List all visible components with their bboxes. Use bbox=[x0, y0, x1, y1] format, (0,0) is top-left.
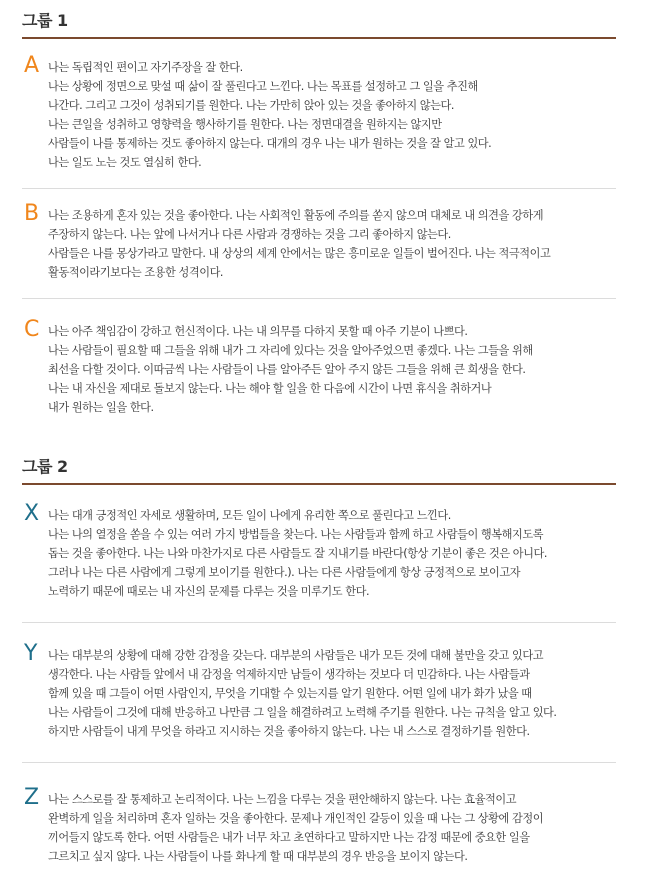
item-text-y bbox=[48, 646, 628, 741]
text-line: 돕는 것을 좋아한다. 나는 나와 마찬가지로 다른 사람들도 잘 지내기를 바란다(항상 기분이 좋은 것은 아니다. bbox=[48, 547, 547, 560]
group1-item-b bbox=[24, 201, 628, 282]
divider bbox=[22, 622, 616, 623]
group2-heading: 그룹 2 bbox=[22, 454, 616, 485]
text-line: 나는 사람들이 그것에 대해 반응하고 나만큼 그 일을 해결하려고 노력해 주기를 원한다. 나는 규칙을 알고 있다. bbox=[48, 706, 557, 719]
text-line: 나간다. 그리고 그것이 성취되기를 원한다. 나는 가만히 앉아 있는 것을 좋아하지 않는다. bbox=[48, 99, 454, 112]
text-line: 나는 대개 긍정적인 자세로 생활하며, 모든 일이 나에게 유리한 쪽으로 풀린다고 느낀다. bbox=[48, 509, 451, 522]
text-line: 나는 큰일을 성취하고 영향력을 행사하기를 원한다. 나는 정면대결을 원하지는 않지만 bbox=[48, 118, 442, 131]
text-line: 사람들은 나를 몽상가라고 말한다. 내 상상의 세계 안에서는 많은 흥미로운 일들이 벌어진다. 나는 적극적이고 bbox=[48, 247, 551, 260]
text-line: 최선을 다할 것이다. 이따금씩 나는 사람들이 나를 알아주든 알아 주지 않든 그들을 위해 큰 희생을 한다. bbox=[48, 363, 526, 376]
item-letter-x: X bbox=[24, 501, 40, 526]
text-line: 나는 사람들이 필요할 때 그들을 위해 내가 그 자리에 있다는 것을 알아주었으면 좋겠다. 나는 그들을 위해 bbox=[48, 344, 533, 357]
group1-item-c bbox=[24, 317, 628, 417]
text-line: 내가 원하는 일을 한다. bbox=[48, 401, 154, 414]
divider bbox=[22, 298, 616, 299]
text-line: 생각한다. 나는 사람들 앞에서 내 감정을 억제하지만 남들이 생각하는 것보다 더 민감하다. 나는 사람들과 bbox=[48, 668, 530, 681]
group2-item-z bbox=[24, 785, 628, 866]
text-line: 나는 대부분의 상황에 대해 강한 감정을 갖는다. 대부분의 사람들은 내가 모든 것에 대해 불만을 갖고 있다고 bbox=[48, 649, 544, 662]
text-line: 나는 아주 책임감이 강하고 헌신적이다. 나는 내 의무를 다하지 못할 때 아주 기분이 나쁘다. bbox=[48, 325, 468, 338]
text-line: 나는 내 자신을 제대로 돌보지 않는다. 나는 해야 할 일을 한 다음에 시간이 나면 휴식을 취하거나 bbox=[48, 382, 492, 395]
text-line: 나는 조용하게 혼자 있는 것을 좋아한다. 나는 사회적인 활동에 주의를 쏟지 않으며 대체로 내 의견을 강하게 bbox=[48, 209, 544, 222]
item-text-c bbox=[48, 322, 628, 417]
group1-heading: 그룹 1 bbox=[22, 8, 616, 39]
group1-item-a bbox=[24, 53, 628, 172]
text-line: 활동적이라기보다는 조용한 성격이다. bbox=[48, 266, 224, 279]
text-line: 함께 있을 때 그들이 어떤 사람인지, 무엇을 기대할 수 있는지를 알기 원한다. 어떤 일에 내가 화가 났을 때 bbox=[48, 687, 532, 700]
item-text-a bbox=[48, 58, 628, 172]
divider bbox=[22, 188, 616, 189]
text-line: 완벽하게 일을 처리하며 혼자 일하는 것을 좋아한다. 문제나 개인적인 갈등이 있을 때 나는 그 상황에 감정이 bbox=[48, 812, 544, 825]
item-text-z bbox=[48, 790, 628, 866]
item-text-x bbox=[48, 506, 628, 601]
group2-item-x bbox=[24, 501, 628, 601]
text-line: 나는 스스로를 잘 통제하고 논리적이다. 나는 느낌을 다루는 것을 편안해하지 않는다. 나는 효율적이고 bbox=[48, 793, 517, 806]
text-line: 사람들이 나를 통제하는 것도 좋아하지 않는다. 대개의 경우 나는 내가 원하는 것을 잘 알고 있다. bbox=[48, 137, 492, 150]
text-line: 그러나 나는 다른 사람에게 그렇게 보이기를 원한다.). 나는 다른 사람들에게 항상 긍정적으로 보이고자 bbox=[48, 566, 521, 579]
group2-item-y bbox=[24, 641, 628, 741]
item-text-b bbox=[48, 206, 628, 282]
text-line: 하지만 사람들이 내게 무엇을 하라고 지시하는 것을 좋아하지 않는다. 나는 내 스스로 결정하기를 원한다. bbox=[48, 725, 530, 738]
item-letter-y: Y bbox=[24, 641, 38, 666]
text-line: 노력하기 때문에 때로는 내 자신의 문제를 다루는 것을 미루기도 한다. bbox=[48, 585, 370, 598]
item-letter-a: A bbox=[24, 53, 40, 78]
item-letter-z: Z bbox=[24, 785, 40, 810]
text-line: 끼어들지 않도록 한다. 어떤 사람들은 내가 너무 차고 초연하다고 말하지만 나는 감정 때문에 중요한 일을 bbox=[48, 831, 530, 844]
item-letter-c: C bbox=[24, 317, 40, 342]
text-line: 나는 일도 노는 것도 열심히 한다. bbox=[48, 156, 202, 169]
item-letter-b: B bbox=[24, 201, 40, 226]
text-line: 나는 상황에 정면으로 맞설 때 삶이 잘 풀린다고 느낀다. 나는 목표를 설정하고 그 일을 추진해 bbox=[48, 80, 478, 93]
text-line: 나는 나의 열정을 쏟을 수 있는 여러 가지 방법들을 찾는다. 나는 사람들과 함께 하고 사람들이 행복해지도록 bbox=[48, 528, 544, 541]
text-line: 그르치고 싶지 않다. 나는 사람들이 나를 화나게 할 때 대부분의 경우 반응을 보이지 않는다. bbox=[48, 850, 468, 863]
divider bbox=[22, 762, 616, 763]
text-line: 나는 독립적인 편이고 자기주장을 잘 한다. bbox=[48, 61, 243, 74]
text-line: 주장하지 않는다. 나는 앞에 나서거나 다른 사람과 경쟁하는 것을 그리 좋아하지 않는다. bbox=[48, 228, 451, 241]
